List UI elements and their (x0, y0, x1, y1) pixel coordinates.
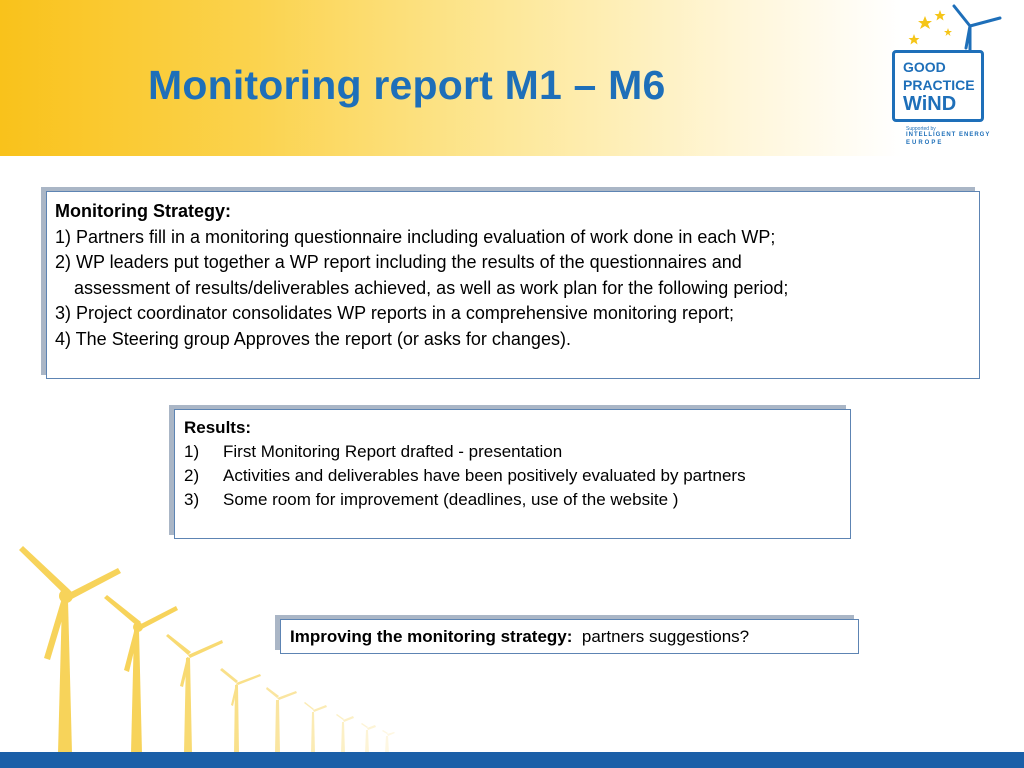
strategy-item: 2) WP leaders put together a WP report including the results of the questionnaires and (55, 252, 742, 272)
logo-program: INTELLIGENT ENERGY (906, 132, 991, 138)
results-item-text: Some room for improvement (deadlines, use of the website ) (223, 490, 679, 509)
strategy-item: assessment of results/deliverables achieved, as well as work plan for the following period; (74, 277, 789, 298)
results-item-number: 2) (184, 466, 200, 485)
wind-turbines-decoration (0, 540, 420, 755)
logo-line-1: GOOD (903, 59, 946, 75)
monitoring-strategy-box (46, 191, 980, 379)
results-item-number: 3) (184, 490, 200, 509)
strategy-heading: Monitoring Strategy: (55, 201, 231, 221)
logo-box (892, 50, 984, 122)
results-item-text: Activities and deliverables have been positively evaluated by partners (223, 466, 746, 485)
logo-line-3: WiND (903, 93, 957, 115)
logo-line-2: PRACTICE (903, 77, 975, 93)
results-item-text: First Monitoring Report drafted - presentation (223, 442, 563, 461)
strategy-item: 1) Partners fill in a monitoring questionnaire including evaluation of work done in each WP; (55, 226, 776, 247)
results-item (184, 488, 841, 512)
page-title: Monitoring report M1 – M6 (148, 62, 666, 108)
results-item-number: 1) (184, 442, 200, 461)
logo-region: EUROPE (906, 140, 944, 146)
improving-text: partners suggestions? (581, 627, 750, 646)
strategy-item: 3) Project coordinator consolidates WP reports in a comprehensive monitoring report; (55, 303, 734, 323)
strategy-item: 4) The Steering group Approves the report (or asks for changes). (55, 328, 571, 349)
results-item (184, 440, 841, 464)
logo-supported-by: Supported by (906, 126, 936, 132)
good-practice-wind-logo (888, 4, 1016, 152)
improving-label: Improving the monitoring strategy: (290, 627, 573, 646)
results-box (174, 409, 851, 539)
results-heading: Results: (184, 418, 252, 437)
results-item (184, 464, 841, 488)
footer-bar (0, 752, 1024, 768)
